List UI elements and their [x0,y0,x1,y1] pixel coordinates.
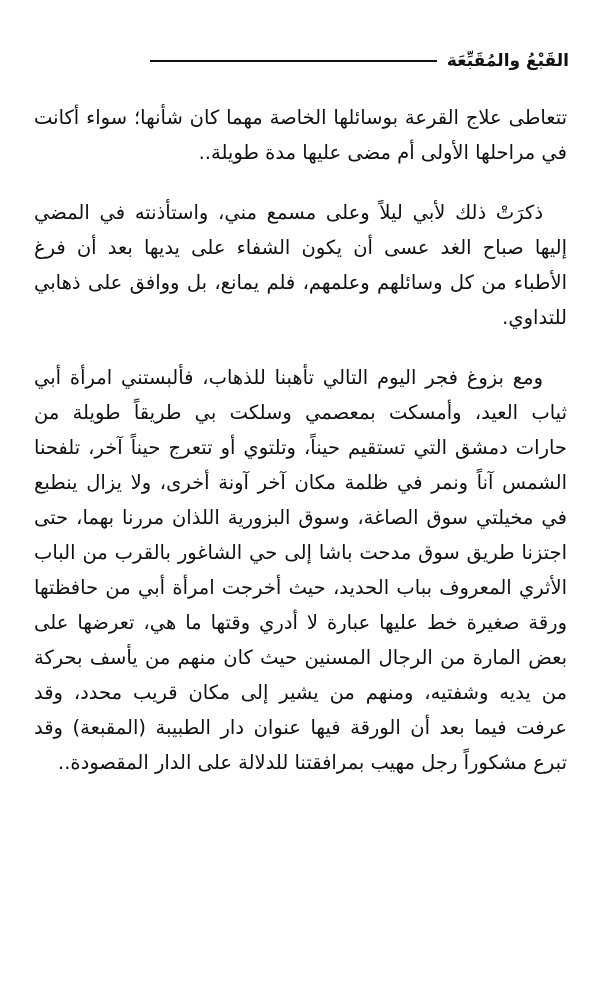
header-rule [150,60,437,62]
paragraph-3: ومع بزوغ فجر اليوم التالي تأهبنا للذهاب، فألبستني امرأة أبي ثياب العيد، وأمسكت بمعصمي وسلكت بي طريقاً طويلة من حارات دمشق التي تستقيم حيناً، وتلتوي أو تتعرج حيناً آخر، تلفحنا الشمس آناً ونمر في ظلمة مكان آخر آونة أخرى، ولا يزال ينطبع في مخيلتي سوق الصاغة، وسوق البزورية اللذان مررنا بهما، حتى اجتزنا طريق سوق مدحت باشا إلى حي الشاغور بالقرب من الباب الأثري المعروف بباب الحديد، حيث أخرجت امرأة أبي من حافظتها ورقة صغيرة خط عليها عبارة لا أدري وقتها ما هي، تعرضها على بعض المارة من الرجال المسنين حيث كان منهم من يأسف بحركة من يديه وشفتيه، ومنهم من يشير إلى مكان قريب محدد، وقد عرفت فيما بعد أن الورقة فيها عنوان دار الطبيبة (المقبعة) وقد تبرع مشكوراً رجل مهيب بمرافقتنا للدلالة على الدار المقصودة.. [34,366,567,774]
body-text [34,100,567,805]
paragraph-1: تتعاطى علاج القرعة بوسائلها الخاصة مهما كان شأنها؛ سواء أكانت في مراحلها الأولى أم مضى عليها مدة طويلة.. [34,106,567,164]
paragraph-2: ذكرَتْ ذلك لأبي ليلاً وعلى مسمع مني، واستأذنته في المضي إليها صباح الغد عسى أن يكون الشفاء على يديها بعد أن فرغ الأطباء من كل وسائلهم وعلمهم، فلم يمانع، بل ووافق على ذهابي للتداوي. [34,201,567,329]
running-header [150,46,569,76]
chapter-title: القَبْعُ والمُقَبِّعَة [446,51,569,71]
